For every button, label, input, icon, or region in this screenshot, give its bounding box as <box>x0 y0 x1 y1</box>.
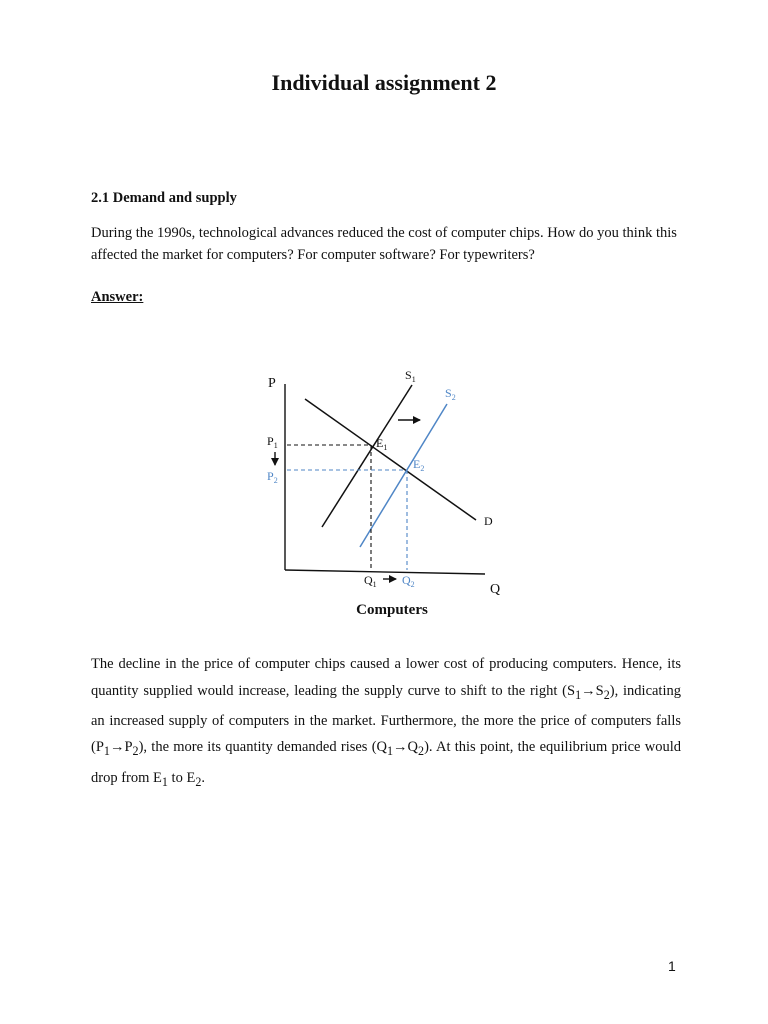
price-label-p2: $P_2$ <box>267 469 278 485</box>
supply-curve-s1 <box>322 385 412 527</box>
axis-label-p: P <box>268 376 276 391</box>
equilibrium-label-e2: $E_2$ <box>413 457 425 473</box>
page-number: 1 <box>668 958 676 974</box>
document-title: Individual assignment 2 <box>271 70 497 95</box>
price-label-p1: $P_1$ <box>267 434 278 450</box>
supply-label-s2: $S_2$ <box>445 386 456 402</box>
equilibrium-label-e1: $E_1$ <box>376 436 388 452</box>
x-axis <box>285 570 485 574</box>
diagram-svg <box>250 362 530 624</box>
section-heading: 2.1 Demand and supply <box>91 190 237 206</box>
demand-label: D <box>484 514 493 528</box>
supply-curve-s2 <box>360 404 447 547</box>
answer-label: Answer: <box>91 289 144 305</box>
demand-curve <box>305 399 476 520</box>
axis-label-q: Q <box>490 582 501 597</box>
quantity-label-q2: $Q_2$ <box>402 573 415 589</box>
question-text: During the 1990s, technological advances reduced the cost of computer chips. How do you think this affected the market for computers? For computer software? For typewriters? <box>91 225 677 263</box>
figure-caption: Computers <box>356 602 428 618</box>
explanation-paragraph: The decline in the price of computer chips caused a lower cost of producing computers. Hence, its quantity supplied would increase, leading the supply curve to shift to the right $(S_1\to S_2)$, indicating an increased supply of computers in the market. Furthermore, the more the price of computers falls $(P_1\to P_2)$, the more its quantity demanded rises $(Q_1\to Q_2)$. At this point, the equilibrium price would drop from $E_1$ to $E_2$. <box>91 656 681 789</box>
quantity-label-q1: $Q_1$ <box>364 573 377 589</box>
supply-demand-diagram <box>250 362 530 624</box>
supply-label-s1: $S_1$ <box>405 368 416 384</box>
